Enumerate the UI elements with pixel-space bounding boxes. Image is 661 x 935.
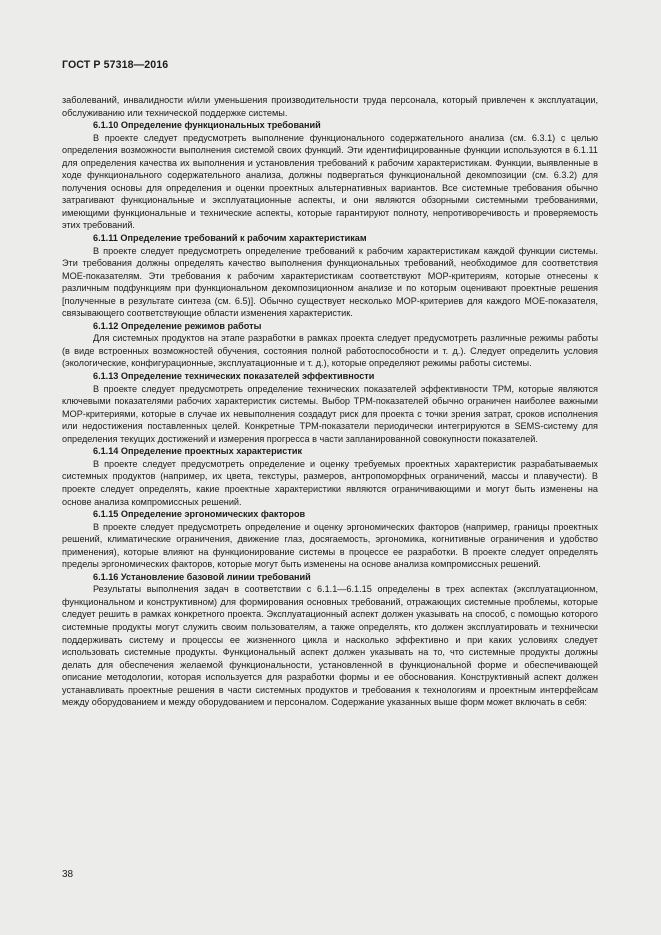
document-code-header: ГОСТ Р 57318—2016 xyxy=(62,59,169,71)
paragraph: В проекте следует предусмотреть определение технических показателей эффективности ТРМ, которые являются ключевыми показателями рабочих характеристик системы. Выбор ТРМ-показателей обычно ограничен наиболее важными МОР-критериями, которые в случае их невыполнения создадут риск для проекта с точки зрения затрат, сроков исполнения или недостижения поставленных целей. Конкретные ТРМ-показатели периодически интегрируются в SEMS-систему для определения текущих достижений и измерения прогресса в части запланированной совокупности показателей. xyxy=(62,383,598,444)
paragraph: Для системных продуктов на этапе разработки в рамках проекта следует предусмотреть различные режимы работы (в виде встроенных возможностей обучения, состояния полной работоспособности и т. д.). Следует определить условия (экологические, конфигурационные, эксплуатационные и т. д.), которые определяют режимы работы системы. xyxy=(62,333,598,369)
section-heading-6-1-12: 6.1.12 Определение режимов работы xyxy=(93,320,262,331)
paragraph: В проекте следует предусмотреть определение требований к рабочим характеристикам каждой функции системы. Эти требования должны определять качество выполнения функциональных требований, необходимое для соответствия МОЕ-показателям. Эти требования к рабочим характеристикам соответствуют МОР-критериям, которые отнесены к различным подфункциям при функциональном декомпозиционном анализе и по которым оценивают проектные решения [полученные в результате синтеза (см. 6.5)]. Обычно существует несколько МОР-критериев для каждого МОЕ-показателя, связывающего соответствующие области изменения характеристик. xyxy=(62,245,598,319)
section-heading-6-1-10: 6.1.10 Определение функциональных требований xyxy=(93,120,321,131)
section-heading-6-1-16: 6.1.16 Установление базовой линии требований xyxy=(93,571,311,582)
section-heading-6-1-15: 6.1.15 Определение эргономических факторов xyxy=(93,509,306,520)
section-heading-6-1-11: 6.1.11 Определение требований к рабочим характеристикам xyxy=(93,233,367,244)
section-heading-6-1-13: 6.1.13 Определение технических показателей эффективности xyxy=(93,371,375,382)
section-heading-6-1-14: 6.1.14 Определение проектных характеристик xyxy=(93,446,303,457)
paragraph: В проекте следует предусмотреть определение и оценку эргономических факторов (например, границы проектных решений, климатические ограничения, движение глаз, досягаемость, эргономика, когнитивные ограничения и удобство применения), которые влияют на функционирование системы в процессе ее разработки. В проекте следует определять пределы эргономических факторов, которые могут быть изменены на основе анализа компромиссных решений. xyxy=(62,521,598,570)
page-number: 38 xyxy=(62,869,74,880)
paragraph: Результаты выполнения задач в соответствии с 6.1.1—6.1.15 определены в трех аспектах (эксплуатационном, функциональном и конструктивном) для формирования основных требований, отражающих системные проблемы, которые следует решить в рамках конкретного проекта. Эксплуатационный аспект должен указывать на способ, с помощью которого системные продукты могут служить своим пользователям, а также определять, кто должен эксплуатировать и технически поддерживать систему и процессы ее жизненного цикла и насколько эффективно и при каких условиях следует использовать системные продукты. Функциональный аспект должен указывать на то, что системные продукты должны делать для обеспечения желаемой функциональности, установленной в функциональной форме и обеспечивающей описание методологии, которая используется для разработки формы и ее обоснования. Конструктивный аспект должен устанавливать проектные решения в части системных продуктов и требования к технологиям и проектным интерфейсам между оборудованием и между оборудованием и персоналом. Содержание указанных выше форм может включать в себя: xyxy=(62,584,598,708)
paragraph-continuation: заболеваний, инвалидности и/или уменьшения производительности труда персонала, который привлечен к эксплуатации, обслуживанию или технической поддержке системы. xyxy=(62,95,598,118)
paragraph: В проекте следует предусмотреть выполнение функционального содержательного анализа (см. 6.3.1) с целью определения возможности выполнения системой своих функций. Эти идентифицированные функции используются в 6.1.11 для определения качества их выполнения и установления требований к рабочим характеристикам. Функции, выявленные в ходе функционального содержательного анализа, должны подвергаться функциональной декомпозиции (см. 6.3.2) для получения основы для определения и оценки проектных альтернативных вариантов. Все системные требования обычно затрагивают функциональные и эксплуатационные аспекты, и они являются обзорными системными требованиями, имеющими функциональные и технические аспекты, которые гарантируют полноту, непротиворечивость и проверяемость этих требований. xyxy=(62,132,598,231)
paragraph: В проекте следует предусмотреть определение и оценку требуемых проектных характеристик разрабатываемых системных продуктов (например, их цвета, текстуры, размеров, антропоморфных ограничений, массы и плавучести). В проекте следует определять, какие проектные характеристики являются ограничивающими и могут быть изменены на основе анализа компромиссных решений. xyxy=(62,458,598,507)
document-body xyxy=(62,94,598,709)
